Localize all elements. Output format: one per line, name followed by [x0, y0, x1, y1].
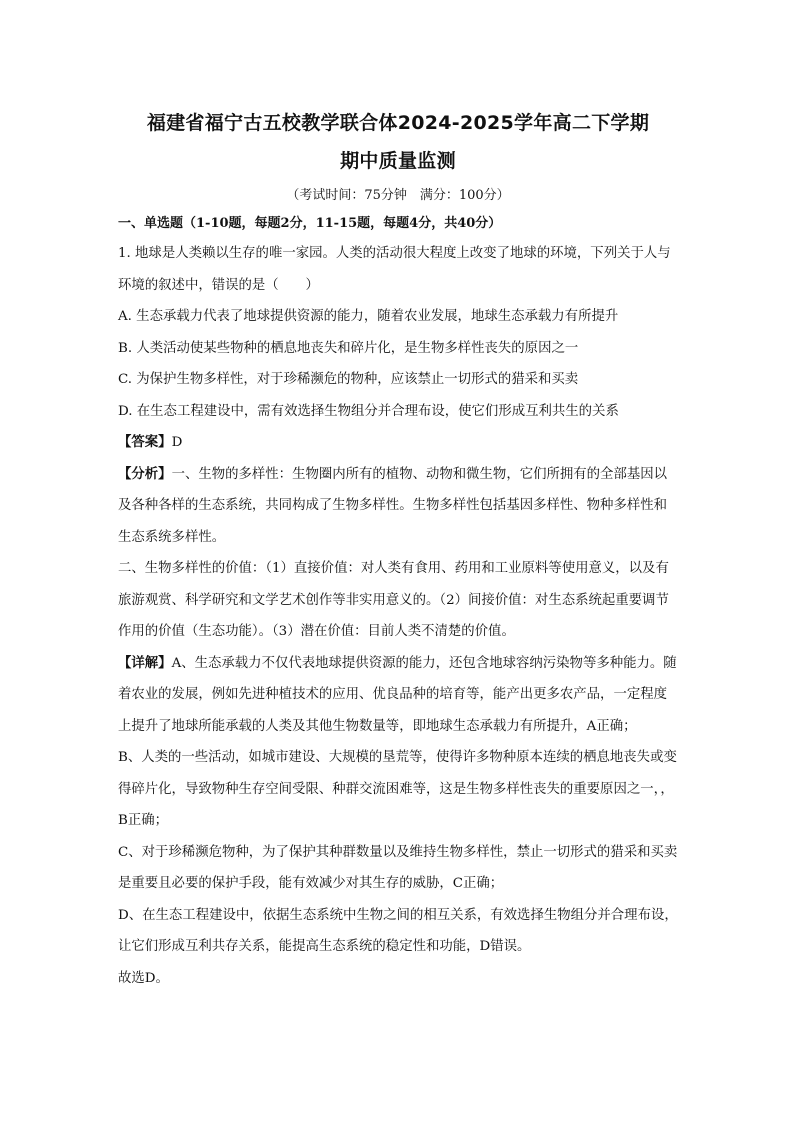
analysis-paragraph-1: [118, 459, 678, 554]
option-d: D. 在生态工程建设中，需有效选择生物组分并合理布设，使它们形成互利共生的关系: [118, 403, 619, 419]
document-page: [118, 0, 678, 994]
section-heading: 一、单选题（1-10题，每题2分，11-15题，每题4分，共40分）: [118, 216, 502, 231]
conclusion-line: 故选D。: [118, 970, 169, 986]
answer-line: [118, 427, 678, 459]
detail-paragraph-d: D、在生态工程建设中，依据生态系统中生物之间的相互关系，有效选择生物组分并合理布设，让它们形成互利共存关系，能提高生态系统的稳定性和功能，D错误。: [118, 907, 678, 954]
answer-label: 【答案】: [118, 434, 172, 450]
option-b: B. 人类活动使某些物种的栖息地丧失和碎片化，是生物多样性丧失的原因之一: [118, 340, 579, 356]
detail-paragraph-c: C、对于珍稀濒危物种，为了保护其种群数量以及维持生物多样性，禁止一切形式的猎采和买卖是重要且必要的保护手段，能有效减少对其生存的威胁，C正确；: [118, 844, 678, 891]
detail-label: 【详解】: [118, 654, 172, 671]
option-c: C. 为保护生物多样性，对于珍稀濒危的物种，应该禁止一切形式的猎采和买卖: [118, 372, 579, 387]
analysis-label: 【分析】: [118, 465, 172, 482]
detail-text-a: A、生态承载力不仅代表地球提供资源的能力，还包含地球容纳污染物等多种能力。随着农业的发展，例如先进种植技术的应用、优良品种的培育等，能产出更多农产品，一定程度上提升了地球所能承载的人类及其他生物数量等，即地球生态承载力有所提升，A正确；: [118, 655, 677, 734]
question-stem: 1. 地球是人类赖以生存的唯一家园。人类的活动很大程度上改变了地球的环境，下列关于人与环境的叙述中，错误的是（ ）: [118, 246, 671, 293]
detail-paragraph-a: [118, 648, 678, 743]
document-title: [118, 104, 678, 180]
answer-value: D: [171, 435, 183, 450]
exam-info: （考试时间：75分钟 满分：100分）: [286, 188, 510, 203]
title-line-2: 期中质量监测: [340, 150, 456, 172]
option-a: A. 生态承载力代表了地球提供资源的能力，随着农业发展，地球生态承载力有所提升: [118, 309, 619, 324]
analysis-text-1: 一、生物的多样性：生物圈内所有的植物、动物和微生物，它们所拥有的全部基因以及各种各样的生态系统，共同构成了生物多样性。生物多样性包括基因多样性、物种多样性和生态系统多样性。: [118, 466, 668, 545]
analysis-paragraph-2: 二、生物多样性的价值：（1）直接价值：对人类有食用、药用和工业原料等使用意义，以及有旅游观赏、科学研究和文学艺术创作等非实用意义的。（2）间接价值：对生态系统起重要调节作用的价值（生态功能）。（3）潜在价值：目前人类不清楚的价值。: [118, 561, 669, 639]
title-line-1: 福建省福宁古五校教学联合体2024-2025学年高二下学期: [146, 112, 650, 134]
detail-paragraph-b: B、人类的一些活动，如城市建设、大规模的垦荒等，使得许多物种原本连续的栖息地丧失或变得碎片化，导致物种生存空间受限、种群交流困难等，这是生物多样性丧失的重要原因之一，，B正确；: [118, 750, 677, 828]
